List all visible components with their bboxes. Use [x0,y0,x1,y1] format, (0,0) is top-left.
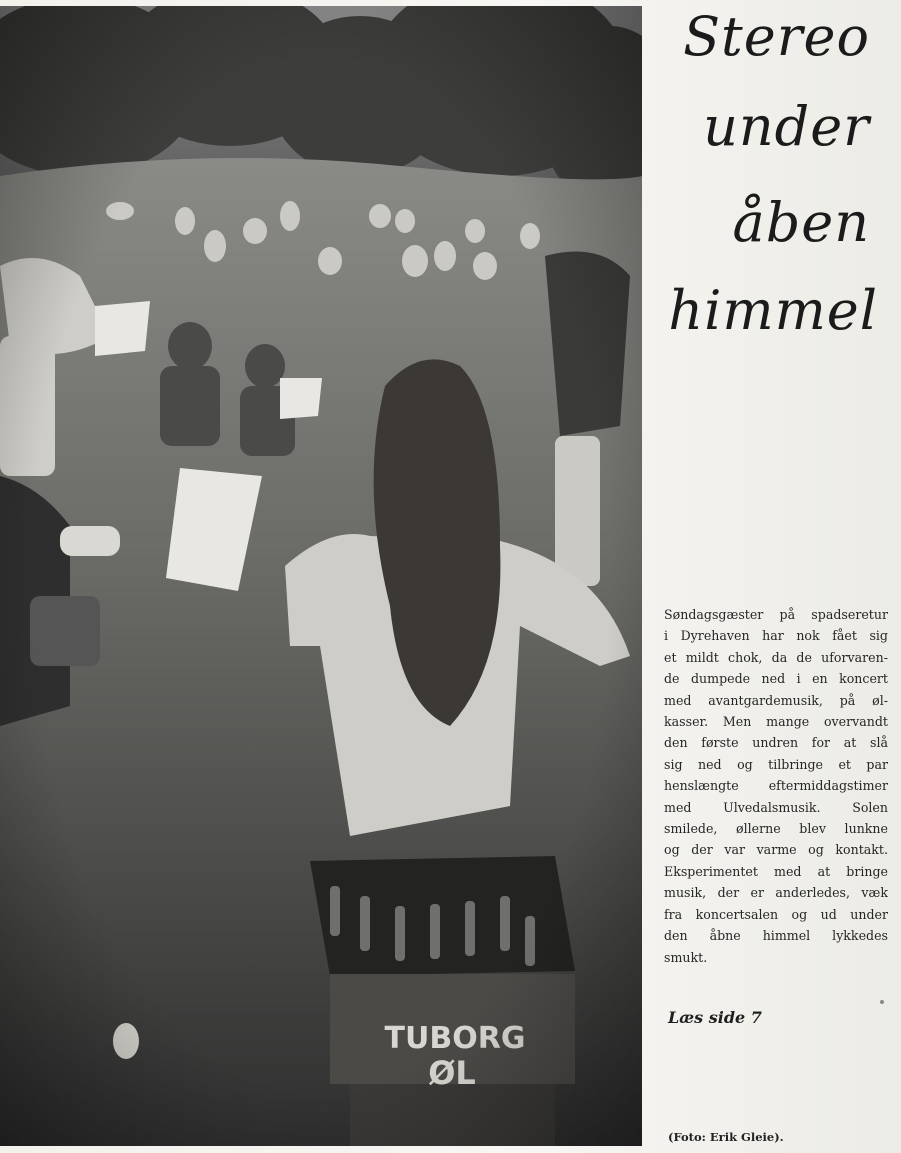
article-line: henslængte eftermiddagstimer [664,778,888,794]
headline-line-1: Stereo [683,5,870,68]
headline [650,0,890,360]
see-page-reference: Læs side 7 [668,1008,762,1027]
headline-line-4: himmel [668,279,878,342]
headline-line-2: under [703,95,870,158]
article-line: musik, der er anderledes, væk [664,885,888,901]
article-line: med Ulvedalsmusik. Solen [664,799,888,815]
article-line: Søndagsgæster på spadseretur [664,607,888,622]
article-line: og der var varme og kontakt. [664,842,888,858]
article-line: med avantgardemusik, på øl- [664,692,888,708]
article-line: smilede, øllerne blev lunkne [664,821,888,837]
article-line: kasser. Men mange overvandt [664,714,888,730]
article-line: i Dyrehaven har nok fået sig [664,628,888,644]
article-line: de dumpede ned i en koncert [664,671,888,687]
article-line: den første undren for at slå [664,735,888,751]
photo-credit: (Foto: Erik Gleie). [668,1130,784,1144]
concert-photo [0,6,642,1146]
article-line: den åbne himmel lykkedes [664,928,888,944]
article-line: Eksperimentet med at bringe [664,863,888,879]
article-line: fra koncertsalen og ud under [664,906,888,922]
photo-illustration [0,6,642,1146]
print-speck [880,1000,884,1004]
article-body [664,604,888,968]
article-line: sig ned og tilbringe et par [664,756,888,772]
article-line: smukt. [664,949,708,965]
article-line: et mildt chok, da de uforvaren- [664,649,888,665]
headline-line-3: åben [732,191,870,254]
